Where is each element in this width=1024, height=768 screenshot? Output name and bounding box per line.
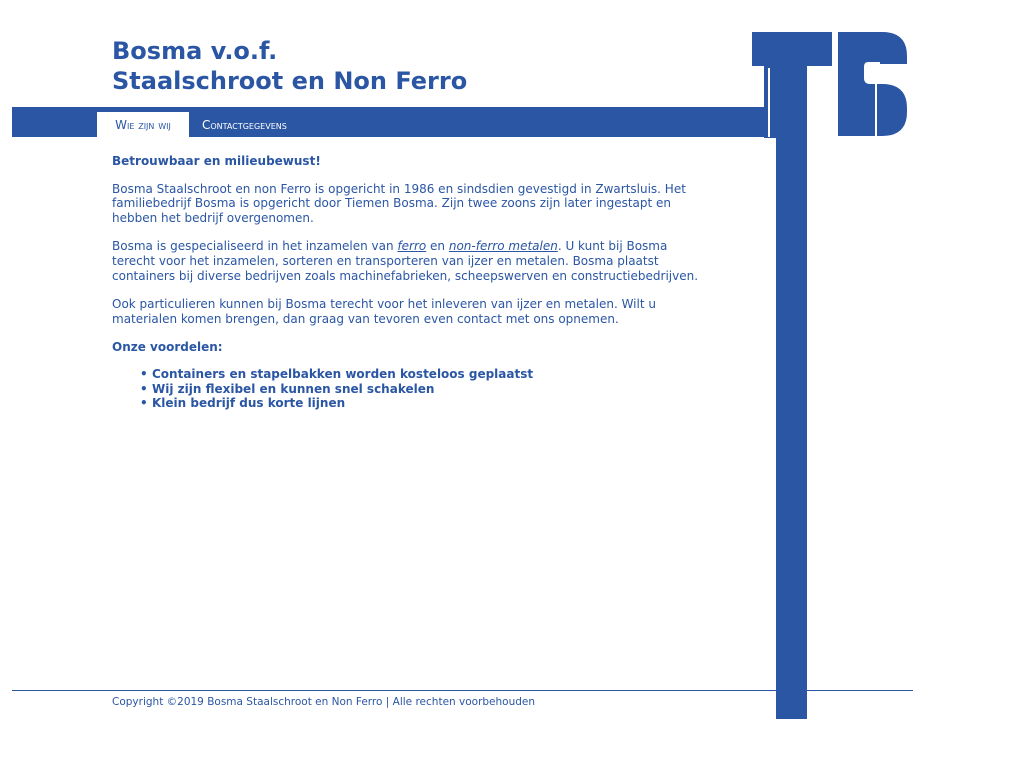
main-content: [112, 154, 712, 411]
site-title: [112, 36, 467, 96]
services-text-after: . U kunt bij Bosma terecht voor het inzamelen, sorteren en transporteren van ijzer en metalen. Bosma plaatst containers bij diverse bedrijven zoals machinefabrieken, scheepswerven en constructiebedrijven.: [112, 239, 699, 283]
footer-copyright: Copyright ©2019 Bosma Staalschroot en Non Ferro | Alle rechten voorbehouden: [112, 696, 536, 708]
nav-item-contactgegevens[interactable]: Contactgegevens: [202, 118, 287, 132]
nav-item-wie-zijn-wij[interactable]: Wie zijn wij: [97, 112, 189, 137]
advantages-heading: Onze voordelen:: [112, 340, 223, 355]
list-item: • Wij zijn flexibel en kunnen snel schakelen: [140, 382, 712, 397]
private-customers-paragraph: Ook particulieren kunnen bij Bosma terecht voor het inleveren van ijzer en metalen. Wilt u materialen komen brengen, dan graag van tevoren even contact met ons opnemen.: [112, 297, 656, 326]
services-text-between: en: [426, 239, 449, 254]
advantages-list: [112, 367, 712, 411]
list-item: • Klein bedrijf dus korte lijnen: [140, 396, 712, 411]
site-title-line2: Staalschroot en Non Ferro: [112, 67, 468, 95]
footer-divider: [12, 690, 913, 691]
ferro-link[interactable]: ferro: [397, 239, 427, 254]
list-item: • Containers en stapelbakken worden kosteloos geplaatst: [140, 367, 712, 382]
services-text-before: Bosma is gespecialiseerd in het inzamelen van: [112, 239, 398, 254]
lead-heading: Betrouwbaar en milieubewust!: [112, 154, 321, 168]
intro-paragraph: Bosma Staalschroot en non Ferro is opgericht in 1986 en sindsdien gevestigd in Zwartsluis. Het familiebedrijf Bosma is opgericht door Tiemen Bosma. Zijn twee zoons zijn later ingestapt en hebben het bedrijf overgenomen.: [112, 181, 686, 225]
services-paragraph: [112, 239, 712, 283]
non-ferro-link[interactable]: non-ferro metalen: [448, 239, 558, 254]
site-title-line1: Bosma v.o.f.: [112, 37, 278, 65]
ts-logo-icon: [752, 32, 908, 720]
